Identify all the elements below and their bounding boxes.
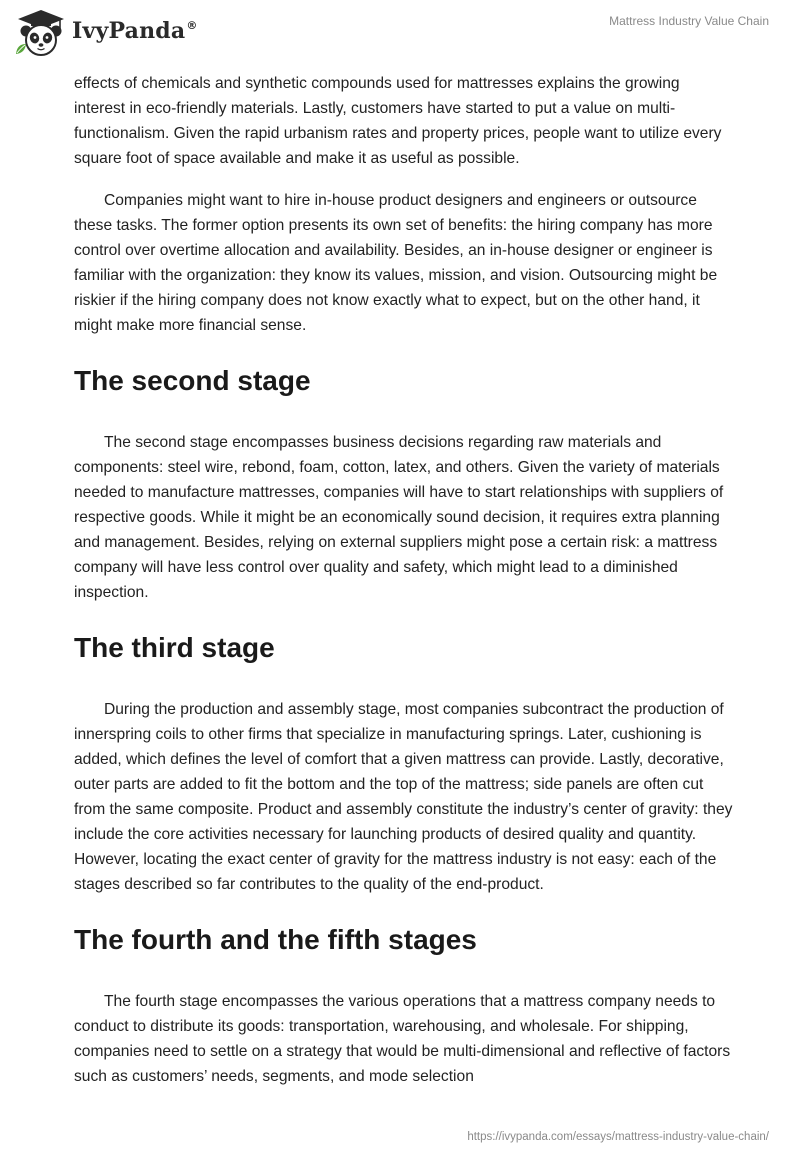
source-url[interactable]: https://ivypanda.com/essays/mattress-industry-value-chain/: [467, 1131, 769, 1143]
brand-logo[interactable]: [14, 8, 198, 58]
paragraph-continued: effects of chemicals and synthetic compounds used for mattresses explains the growing interest in eco-friendly materials. Lastly, customers have started to put a value on multi-functionalism. Given the rapid urbanism rates and property prices, people want to utilize every square foot of space available and make it as useful as possible.: [74, 75, 722, 167]
brand-name: IvyPanda®: [72, 18, 198, 44]
panda-graduate-icon: [14, 8, 68, 58]
registered-mark: ®: [186, 19, 198, 32]
section-heading-third-stage: The third stage: [74, 632, 275, 663]
essay-body: [74, 71, 734, 1089]
section-heading-fourth-fifth-stages: The fourth and the fifth stages: [74, 924, 477, 955]
paragraph: Companies might want to hire in-house product designers and engineers or outsource these tasks. The former option presents its own set of benefits: the hiring company has more control over overtime allocation and availability. Besides, an in-house designer or engineer is familiar with the organization: they know its values, mission, and vision. Outsourcing might be riskier if the hiring company does not know exactly what to expect, but on the other hand, it might make more financial sense.: [74, 192, 718, 334]
paragraph: The fourth stage encompasses the various operations that a mattress company needs to conduct to distribute its goods: transportation, warehousing, and wholesale. For shipping, companies need to settle on a strategy that would be multi-dimensional and reflective of factors such as customers’ needs, segments, and mode selection: [74, 993, 731, 1085]
section-heading-second-stage: The second stage: [74, 365, 311, 396]
page-header: [0, 0, 800, 62]
paragraph: During the production and assembly stage, most companies subcontract the production of innerspring coils to other firms that specialize in manufacturing springs. Later, cushioning is added, which defines the level of comfort that a given mattress can provide. Lastly, decorative, outer parts are added to fit the bottom and the top of the mattress; side panels are often cut from the same composite. Product and assembly constitute the industry’s center of gravity: they include the core activities necessary for launching products of desired quality and quantity. However, locating the exact center of gravity for the mattress industry is not easy: each of the stages described so far contributes to the quality of the end-product.: [74, 701, 733, 893]
document-title: Mattress Industry Value Chain: [609, 14, 769, 28]
paragraph: The second stage encompasses business decisions regarding raw materials and components: steel wire, rebond, foam, cotton, latex, and others. Given the variety of materials needed to manufacture mattresses, companies will have to start relationships with suppliers of respective goods. While it might be an economically sound decision, it requires extra planning and management. Besides, relying on external suppliers might pose a certain risk: a mattress company will have less control over quality and safety, which might lead to a diminished inspection.: [74, 434, 724, 601]
